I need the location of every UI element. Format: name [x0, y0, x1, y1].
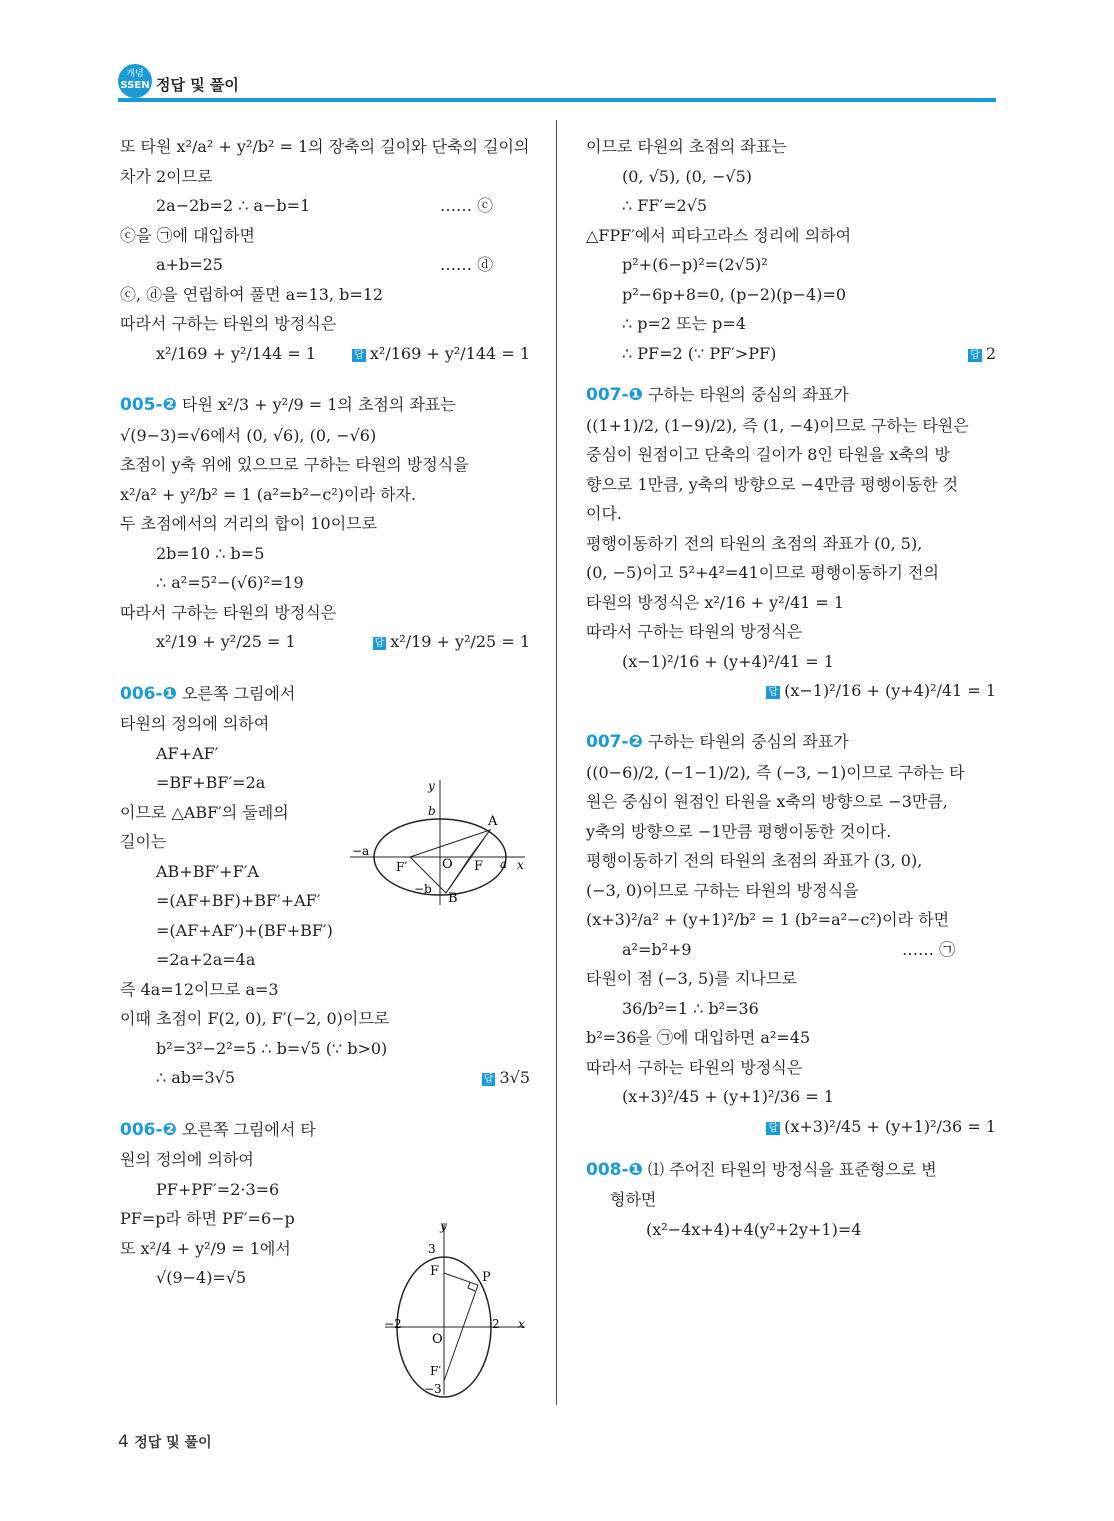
fig2-label-O: O	[432, 1332, 443, 1347]
equation-text: 2a−2b=2 ∴ a−b=1	[156, 196, 311, 215]
text-line: (0, −5)이고 5²+4²=41이므로 평행이동하기 전의	[586, 563, 939, 582]
text-line: 따라서 구하는 타원의 방정식은	[586, 622, 803, 641]
text-line: √(9−3)=√6에서 (0, √6), (0, −√6)	[120, 425, 377, 445]
text-line: 따라서 구하는 타원의 방정식은	[586, 1057, 803, 1077]
ellipse-figure-2	[380, 1215, 530, 1400]
page-number: 4	[118, 1432, 129, 1452]
equation-tag: …… ⓒ	[440, 196, 494, 215]
text-line: 따라서 구하는 타원의 방정식은	[120, 314, 337, 333]
answer-value: x²/169 + y²/144 = 1	[369, 343, 530, 363]
fig2-label-neg2: −2	[384, 1317, 402, 1331]
answer	[373, 627, 530, 657]
text-line: 이므로 △ABF′의 둘레의	[120, 802, 289, 822]
answer-badge: 답	[483, 1074, 494, 1085]
equation-line: ∴ a²=5²−(√6)²=19	[156, 573, 304, 592]
header-rule	[118, 98, 996, 102]
equation-line	[120, 627, 530, 657]
answer-value: 2	[985, 343, 996, 363]
text-line: 타원의 정의에 의하여	[120, 714, 270, 733]
answer	[482, 1063, 530, 1093]
equation-text: x²/169 + y²/144 = 1	[156, 343, 317, 363]
text-line: (x+3)²/a² + (y+1)²/b² = 1 (b²=a²−c²)이라 하면	[586, 910, 950, 929]
problem-text: 구하는 타원의 중심의 좌표가	[648, 385, 849, 404]
answer	[766, 1112, 996, 1142]
fig1-label-F: F	[474, 859, 484, 874]
fig1-label-O: O	[442, 857, 453, 872]
fig2-label-2: 2	[492, 1317, 500, 1331]
problem-number: 005-❷	[120, 395, 177, 415]
answer-line	[586, 676, 996, 705]
equation-text: x²/19 + y²/25 = 1	[156, 632, 296, 651]
problem-text: 구하는 타원의 중심의 좌표가	[648, 732, 849, 751]
text-line: 차가 2이므로	[120, 166, 213, 186]
answer-value: (x−1)²/16 + (y+4)²/41 = 1	[784, 681, 996, 700]
fig2-label-x: x	[518, 1317, 525, 1331]
text-line: ((0−6)/2, (−1−1)/2), 즉 (−3, −1)이므로 구하는 타	[586, 762, 965, 782]
equation-line: 2b=10 ∴ b=5	[156, 543, 265, 563]
answer	[352, 339, 530, 369]
text-line: 형하면	[610, 1190, 657, 1209]
text-line: 또 타원 x²/a² + y²/b² = 1의 장축의 길이와 단축의 길이의	[120, 137, 530, 156]
text-line: y축의 방향으로 −1만큼 평행이동한 것이다.	[586, 821, 892, 841]
answer-value: (x+3)²/45 + (y+1)²/36 = 1	[784, 1116, 996, 1136]
equation-line: √(9−4)=√5	[156, 1268, 247, 1287]
logo-top: 개념	[126, 69, 144, 79]
answer-badge: 답	[354, 349, 364, 361]
equation-line: =(AF+AF′)+(BF+BF′)	[156, 920, 333, 940]
fig1-label-F-prime: F′	[396, 860, 408, 874]
text-line: ⓒ, ⓓ을 연립하여 풀면 a=13, b=12	[120, 284, 384, 304]
header-title: 정답 및 풀이	[156, 76, 239, 94]
equation-text: a+b=25	[156, 255, 223, 274]
answer-value: 3√5	[499, 1068, 530, 1087]
problem-number: 007-❷	[586, 732, 643, 752]
equation-text: ∴ ab=3√5	[156, 1068, 236, 1087]
text-line: b²=36을 ㉠에 대입하면 a²=45	[586, 1028, 811, 1047]
text-line: 원은 중심이 원점인 타원을 x축의 방향으로 −3만큼,	[586, 792, 948, 811]
text-line: ⓒ을 ㉠에 대입하면	[120, 225, 255, 245]
segment-af	[470, 830, 490, 857]
text-line: 이때 초점이 F(2, 0), F′(−2, 0)이므로	[120, 1009, 390, 1028]
equation-tag: …… ㉠	[902, 939, 956, 959]
problem-heading	[586, 1155, 996, 1186]
fig2-label-F: F	[430, 1264, 440, 1279]
fig1-label-neg-a: −a	[352, 844, 370, 858]
text-line: 초점이 y축 위에 있으므로 구하는 타원의 방정식을	[120, 455, 469, 474]
text-line: 따라서 구하는 타원의 방정식은	[120, 602, 337, 622]
equation-line	[120, 250, 530, 280]
text-line: ((1+1)/2, (1−9)/2), 즉 (1, −4)이므로 구하는 타원은	[586, 415, 969, 435]
fig1-label-x: x	[517, 858, 524, 872]
answer	[968, 339, 996, 369]
right-column	[586, 132, 996, 1244]
text-line: 길이는	[120, 832, 167, 851]
problem-text: 타원 x²/3 + y²/9 = 1의 초점의 좌표는	[182, 395, 456, 414]
fig2-label-y: y	[440, 1219, 447, 1233]
problem-heading	[120, 1115, 530, 1146]
fig1-label-b: b	[428, 804, 436, 818]
problem-heading	[586, 727, 996, 758]
fig2-label-P: P	[482, 1270, 491, 1285]
text-line: 타원의 방정식은 x²/16 + y²/41 = 1	[586, 592, 845, 612]
equation-line: b²=3²−2²=5 ∴ b=√5 (∵ b>0)	[156, 1038, 388, 1058]
answer-line	[586, 1112, 996, 1141]
page-footer	[118, 1432, 212, 1452]
equation-line: =BF+BF′=2a	[156, 773, 266, 792]
problem-number: 007-❶	[586, 385, 643, 405]
equation-line	[120, 1063, 530, 1093]
problem-number: 006-❷	[120, 1119, 177, 1140]
text-line: 즉 4a=12이므로 a=3	[120, 979, 279, 999]
problem-heading	[120, 679, 530, 710]
text-line: 두 초점에서의 거리의 합이 10이므로	[120, 514, 378, 533]
fig1-label-A: A	[488, 814, 498, 829]
equation-line	[120, 339, 530, 369]
equation-line: p²+(6−p)²=(2√5)²	[622, 255, 768, 274]
equation-line	[586, 339, 996, 369]
answer-badge: 답	[768, 687, 779, 698]
text-line: PF=p라 하면 PF′=6−p	[120, 1209, 295, 1228]
equation-line	[586, 935, 996, 965]
fig1-label-neg-b: −b	[414, 882, 432, 896]
equation-line: =2a+2a=4a	[156, 950, 256, 969]
problem-heading	[586, 380, 996, 411]
problem-text: ⑴ 주어진 타원의 방정식을 표준형으로 변	[648, 1159, 937, 1179]
fig1-label-B: B	[448, 891, 458, 906]
text-line: 평행이동하기 전의 타원의 초점의 좌표가 (3, 0),	[586, 851, 923, 870]
equation-text: a²=b²+9	[622, 939, 692, 959]
logo-bottom: SSEN	[120, 80, 150, 91]
problem-text: 오른쪽 그림에서	[182, 683, 296, 703]
equation-text: ∴ PF=2 (∵ PF′>PF)	[622, 343, 777, 363]
equation-line: ∴ FF′=2√5	[622, 196, 708, 215]
equation-line: p²−6p+8=0, (p−2)(p−4)=0	[622, 284, 847, 304]
text-line: △FPF′에서 피타고라스 정리에 의하여	[586, 225, 852, 245]
text-line: 원의 정의에 의하여	[120, 1150, 254, 1169]
equation-line: AF+AF′	[156, 743, 219, 763]
equation-line: (x²−4x+4)+4(y²+2y+1)=4	[646, 1219, 862, 1239]
fig1-label-y: y	[428, 779, 435, 793]
text-line: 이므로 타원의 초점의 좌표는	[586, 137, 787, 156]
fig2-label-F-prime: F′	[430, 1364, 442, 1378]
answer-badge: 답	[768, 1122, 779, 1134]
fig1-label-a: a	[500, 857, 508, 871]
brand-logo	[118, 64, 152, 98]
equation-line	[120, 191, 530, 221]
equation-line: PF+PF′=2·3=6	[156, 1179, 280, 1199]
equation-line: =(AF+BF)+BF′+AF′	[156, 891, 321, 910]
answer-badge: 답	[970, 349, 980, 361]
left-column	[120, 132, 530, 1293]
equation-line: ∴ p=2 또는 p=4	[622, 314, 747, 333]
equation-line: AB+BF′+F′A	[156, 861, 259, 881]
text-line: x²/a² + y²/b² = 1 (a²=b²−c²)이라 하자.	[120, 484, 416, 504]
text-line: (−3, 0)이므로 구하는 타원의 방정식을	[586, 880, 859, 900]
fig2-label-neg3: −3	[424, 1382, 442, 1396]
answer	[766, 676, 996, 706]
column-divider	[556, 120, 557, 1405]
text-line: 향으로 1만큼, y축의 방향으로 −4만큼 평행이동한 것	[586, 474, 959, 494]
equation-line: (x−1)²/16 + (y+4)²/41 = 1	[622, 651, 834, 671]
footer-title: 정답 및 풀이	[134, 1435, 212, 1451]
text-line: 이다.	[586, 504, 622, 523]
problem-heading	[120, 390, 530, 421]
equation-line: (0, √5), (0, −√5)	[622, 166, 752, 186]
ellipse-figure-1	[350, 775, 530, 910]
problem-text: 오른쪽 그림에서 타	[182, 1119, 316, 1139]
problem-number: 006-❶	[120, 683, 177, 704]
equation-line: (x+3)²/45 + (y+1)²/36 = 1	[622, 1087, 834, 1106]
text-line: 평행이동하기 전의 타원의 초점의 좌표가 (0, 5),	[586, 533, 923, 553]
text-line: 또 x²/4 + y²/9 = 1에서	[120, 1238, 291, 1258]
text-line: 타원이 점 (−3, 5)를 지나므로	[586, 969, 797, 988]
answer-badge: 답	[374, 638, 385, 649]
fig2-label-3: 3	[428, 1242, 436, 1256]
answer-value: x²/19 + y²/25 = 1	[390, 632, 530, 651]
text-line: 중심이 원점이고 단축의 길이가 8인 타원을 x축의 방	[586, 445, 950, 464]
equation-line: 36/b²=1 ∴ b²=36	[622, 998, 759, 1018]
problem-number: 008-❶	[586, 1159, 643, 1180]
equation-tag: …… ⓓ	[440, 255, 494, 274]
